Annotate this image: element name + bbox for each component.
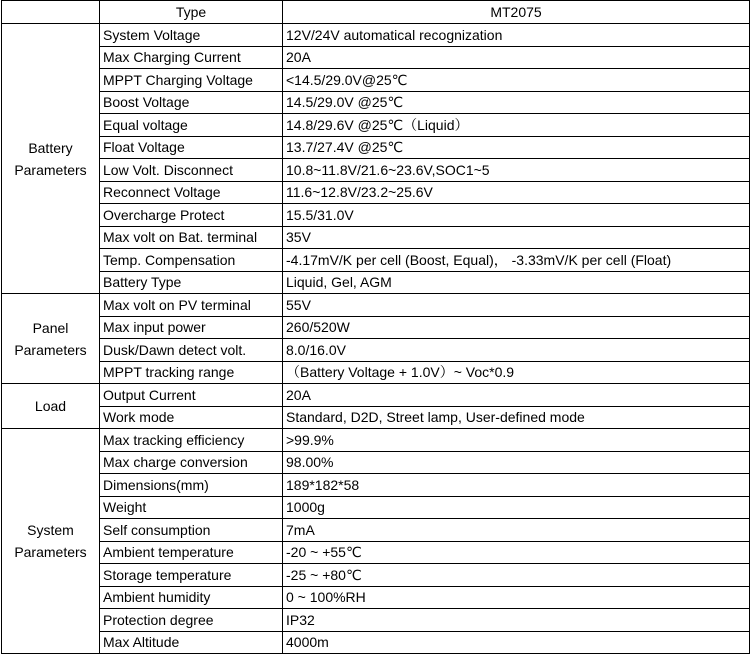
table-row: [2, 226, 750, 249]
table-row: [2, 294, 750, 317]
parameter-name-cell: Storage temperature: [100, 564, 283, 587]
table-row: [2, 271, 750, 294]
parameter-value-cell: 20A: [283, 384, 750, 407]
header-row: [2, 1, 750, 24]
parameter-name-cell: Temp. Compensation: [100, 249, 283, 272]
parameter-name-cell: Overcharge Protect: [100, 204, 283, 227]
parameter-value-cell: 1000g: [283, 496, 750, 519]
spec-table-body: [2, 1, 750, 654]
parameter-name-cell: Float Voltage: [100, 136, 283, 159]
group-label-line: Panel: [32, 319, 69, 336]
table-row: [2, 609, 750, 632]
table-row: [2, 451, 750, 474]
parameter-name-cell: Reconnect Voltage: [100, 181, 283, 204]
parameter-name-cell: Equal voltage: [100, 114, 283, 137]
parameter-name-cell: MPPT Charging Voltage: [100, 69, 283, 92]
parameter-name-cell: Output Current: [100, 384, 283, 407]
parameter-name-cell: Max input power: [100, 316, 283, 339]
group-label-line: Load: [34, 398, 67, 414]
table-row: [2, 564, 750, 587]
table-row: [2, 339, 750, 362]
parameter-value-cell: 12V/24V automatical recognization: [283, 24, 750, 47]
table-row: [2, 69, 750, 92]
parameter-name-cell: Max charge conversion: [100, 451, 283, 474]
parameter-value-cell: 189*182*58: [283, 474, 750, 497]
parameter-value-cell: <14.5/29.0V@25℃: [283, 69, 750, 92]
parameter-value-cell: -4.17mV/K per cell (Boost, Equal)， -3.33mV/K per cell (Float): [283, 249, 750, 272]
parameter-value-cell: Liquid, Gel, AGM: [283, 271, 750, 294]
group-label-line: Parameters: [14, 544, 87, 560]
parameter-value-cell: 13.7/27.4V @25℃: [283, 136, 750, 159]
parameter-value-cell: 11.6~12.8V/23.2~25.6V: [283, 181, 750, 204]
parameter-value-cell: 14.8/29.6V @25℃（Liquid）: [283, 114, 750, 137]
parameter-value-cell: 20A: [283, 46, 750, 69]
header-type-cell: Type: [100, 1, 283, 24]
spec-table: [1, 0, 750, 654]
group-label-cell: [2, 294, 100, 384]
table-row: [2, 249, 750, 272]
parameter-value-cell: 15.5/31.0V: [283, 204, 750, 227]
table-row: [2, 541, 750, 564]
parameter-name-cell: Weight: [100, 496, 283, 519]
parameter-name-cell: Ambient humidity: [100, 586, 283, 609]
parameter-value-cell: 55V: [283, 294, 750, 317]
parameter-value-cell: 4000m: [283, 631, 750, 654]
parameter-value-cell: 0 ~ 100%RH: [283, 586, 750, 609]
parameter-value-cell: -25 ~ +80℃: [283, 564, 750, 587]
table-row: [2, 181, 750, 204]
parameter-name-cell: Low Volt. Disconnect: [100, 159, 283, 182]
parameter-value-cell: 7mA: [283, 519, 750, 542]
parameter-name-cell: Max volt on Bat. terminal: [100, 226, 283, 249]
group-label-cell: [2, 24, 100, 294]
group-label-cell: [2, 384, 100, 429]
table-row: [2, 114, 750, 137]
parameter-value-cell: （Battery Voltage + 1.0V）~ Voc*0.9: [283, 361, 750, 384]
parameter-name-cell: MPPT tracking range: [100, 361, 283, 384]
parameter-name-cell: Max Altitude: [100, 631, 283, 654]
parameter-value-cell: 98.00%: [283, 451, 750, 474]
table-row: [2, 316, 750, 339]
parameter-value-cell: >99.9%: [283, 429, 750, 452]
table-row: [2, 204, 750, 227]
table-row: [2, 519, 750, 542]
group-label-line: Parameters: [14, 341, 87, 358]
table-row: [2, 586, 750, 609]
group-label-line: Battery: [28, 139, 73, 156]
parameter-name-cell: Protection degree: [100, 609, 283, 632]
parameter-name-cell: Battery Type: [100, 271, 283, 294]
parameter-value-cell: 14.5/29.0V @25℃: [283, 91, 750, 114]
parameter-value-cell: -20 ~ +55℃: [283, 541, 750, 564]
table-row: [2, 159, 750, 182]
parameter-name-cell: Dusk/Dawn detect volt.: [100, 339, 283, 362]
table-row: [2, 24, 750, 47]
table-row: [2, 429, 750, 452]
header-model-cell: MT2075: [283, 1, 750, 24]
parameter-value-cell: 260/520W: [283, 316, 750, 339]
parameter-name-cell: Self consumption: [100, 519, 283, 542]
parameter-name-cell: Ambient temperature: [100, 541, 283, 564]
parameter-name-cell: System Voltage: [100, 24, 283, 47]
group-label-cell: [2, 429, 100, 654]
parameter-name-cell: Max Charging Current: [100, 46, 283, 69]
table-row: [2, 46, 750, 69]
parameter-value-cell: Standard, D2D, Street lamp, User-defined mode: [283, 406, 750, 429]
group-label-line: Parameters: [14, 161, 87, 178]
parameter-name-cell: Max volt on PV terminal: [100, 294, 283, 317]
parameter-name-cell: Work mode: [100, 406, 283, 429]
table-row: [2, 496, 750, 519]
parameter-name-cell: Max tracking efficiency: [100, 429, 283, 452]
table-row: [2, 631, 750, 654]
parameter-value-cell: 10.8~11.8V/21.6~23.6V,SOC1~5: [283, 159, 750, 182]
table-row: [2, 91, 750, 114]
table-row: [2, 361, 750, 384]
parameter-value-cell: 35V: [283, 226, 750, 249]
group-label-line: System: [27, 522, 74, 538]
parameter-value-cell: IP32: [283, 609, 750, 632]
parameter-value-cell: 8.0/16.0V: [283, 339, 750, 362]
table-row: [2, 136, 750, 159]
table-row: [2, 474, 750, 497]
parameter-name-cell: Dimensions(mm): [100, 474, 283, 497]
table-row: [2, 406, 750, 429]
parameter-name-cell: Boost Voltage: [100, 91, 283, 114]
table-row: [2, 384, 750, 407]
header-blank-cell: [2, 1, 100, 24]
